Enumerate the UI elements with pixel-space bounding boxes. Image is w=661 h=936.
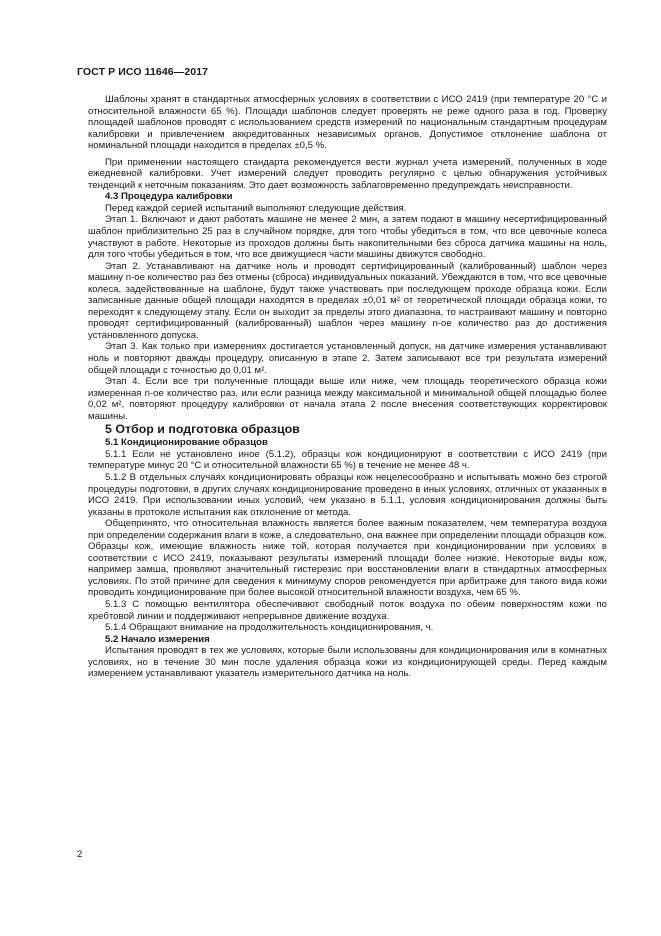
page-number: 2 xyxy=(77,849,83,860)
paragraph-measurement-start: Испытания проводят в тех же условиях, которые были использованы для кондиционирования или в комнатных условиях, но в течение 30 мин после удаления образца кожи из кондиционирующей среды. Перед каждым измерением устанавливают указатель измерительного датчика на ноль. xyxy=(88,645,607,680)
paragraph-5-1-1: 5.1.1 Если не установлено иное (5.1.2), образцы кож кондиционируют в соответствии с ИСО 2419 (при температуре минус 20 °С и относительной влажности 65 %) в течение не менее 48 ч. xyxy=(88,448,607,472)
paragraph-stage-3: Этап 3. Как только при измерениях достигается установленный допуск, на датчике измерения устанавливают ноль и повторяют дважды процедуру, описанную в этапе 2. Затем записывают все три результата измерений общей площади с точностью до 0,01 м². xyxy=(88,341,607,376)
paragraph-measurement-log: При применении настоящего стандарта рекомендуется вести журнал учета измерений, полученных в ходе ежедневной калибровки. Учет измерений следует проводить регулярно с целью обнаружения устойчивых тенденций к неточным показаниям. Это дает возможность заблаговременно предупреждать неисправности. xyxy=(88,156,607,191)
section-heading-5-2: 5.2 Начало измерения xyxy=(105,633,210,645)
paragraph-stage-2: Этап 2. Устанавливают на датчике ноль и проводят сертифицированный (калиброванный) шаблон через машину n-ое количество раз без отмены (сброса) индивидуальных показаний. Убеждаются в том, что все цевочные колеса, задействованные на шаблоне, будут также участвовать при последующем проходе образца кожи. Если записанные данные общей площади находятся в пределах ±0,01 м² от теоретической площади образца кожи, то переходят к следующему этапу. Если он выходит за пределы этого диапазона, то настраивают машину и повторно проводят сертифицированный (калиброванный) шаблон через машину n-ое количество раз до достижения установленного допуска. xyxy=(88,260,607,341)
section-heading-4-3: 4.3 Процедура калибровки xyxy=(105,191,233,203)
document-body xyxy=(88,94,607,680)
paragraph-5-1-3: 5.1.3 С помощью вентилятора обеспечивают свободный поток воздуха по обеим поверхностям кожи по хребтовой линии и поддерживают непрерывное движение воздуха. xyxy=(88,598,607,622)
paragraph-before-tests: Перед каждой серией испытаний выполняют следующие действия. xyxy=(105,202,407,214)
paragraph-stage-4: Этап 4. Если все три полученные площади выше или ниже, чем площадь теоретического образца кожи измеренная n-ое количество раз, или если разница между максимальной и минимальной общей площадью более 0,02 м², повторяют процедуру калибровки от начала этапа 2 после внесения соответствующих корректировок машины. xyxy=(88,376,607,422)
paragraph-template-storage: Шаблоны хранят в стандартных атмосферных условиях в соответствии с ИСО 2419 (при температуре 20 °С и относительной влажности 65 %). Площади шаблонов следует проверять не реже одного раза в год. Проверку площадей шаблонов проводят с использованием средств измерений по национальным стандартным процедурам калибровки и привлечением аккредитованных независимых органов. Допустимое отклонение шаблона от номинальной площади находится в пределах ±0,5 %. xyxy=(88,94,607,152)
section-heading-5: 5 Отбор и подготовка образцов xyxy=(105,422,300,437)
paragraph-5-1-2: 5.1.2 В отдельных случаях кондиционировать образцы кож нецелесообразно и испытывать можно без строгой процедуры подготовки, в других случаях кондиционирование проведено в иных условиях, отличных от указанных в ИСО 2419. При использовании иных условий, чем указано в 5.1.1, условия кондиционирования должны быть указаны в протоколе испытания как отклонение от метода. xyxy=(88,471,607,518)
paragraph-stage-1: Этап 1. Включают и дают работать машине не менее 2 мин, а затем подают в машину несертифицированный шаблон приблизительно 25 раз в случайном порядке, для того чтобы убедиться в том, что все цевочные колеса участвуют в работе. Некоторые из проходов должны быть накопительными без сброса датчика машины на ноль, для того чтобы убедиться в том, что все движущиеся части машины движутся свободно. xyxy=(88,214,607,261)
paragraph-humidity: Общепринято, что относительная влажность является более важным показателем, чем температура воздуха при определении содержания влаги в коже, а следовательно, она важнее при определении площади образцов кож. Образцы кож, имеющие влажность ниже той, которая получается при кондиционировании при условиях в соответствии с ИСО 2419, показывают результаты измерений площади более низкие. Некоторые виды кож, например замша, проявляют значительный гистерезис при восстановлении влаги в стандартных атмосферных условиях. По этой причине для сведения к минимуму споров рекомендуется при арбитраже для такого вида кожи проводить кондиционирование при более высокой относительной влажности воздуха, чем 65 %. xyxy=(88,518,607,599)
section-heading-5-1: 5.1 Кондиционирование образцов xyxy=(105,437,268,449)
paragraph-5-1-4: 5.1.4 Обращают внимание на продолжительность кондиционирования, ч. xyxy=(105,622,434,634)
document-header: ГОСТ Р ИСО 11646—2017 xyxy=(77,66,209,78)
